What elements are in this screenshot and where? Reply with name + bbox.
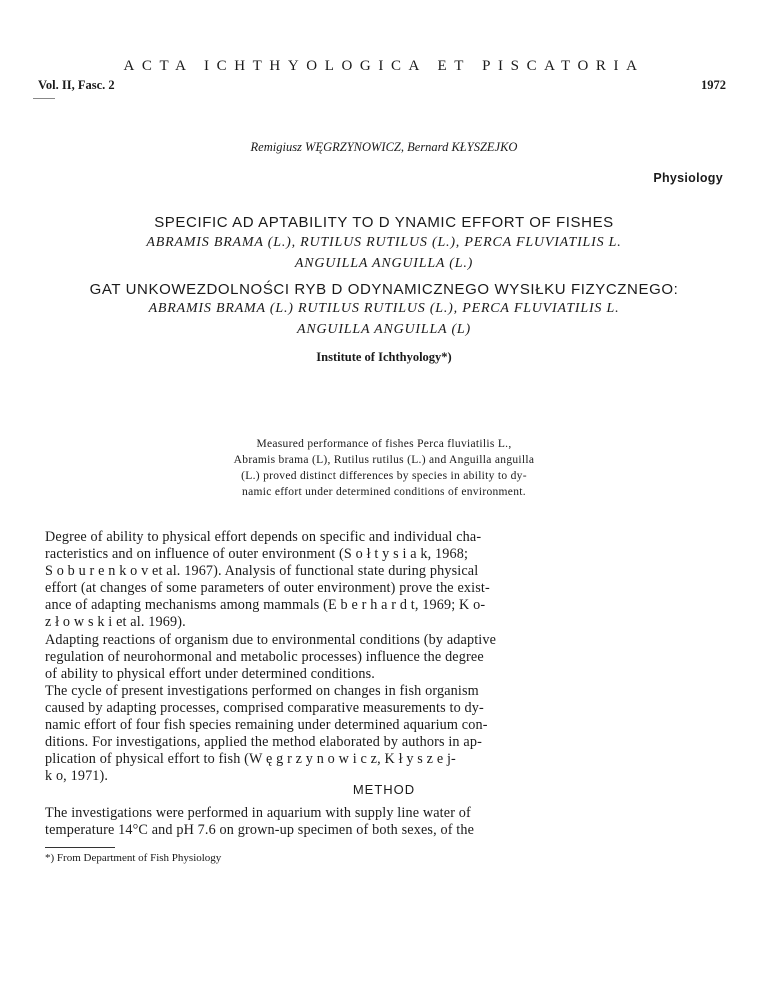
authors: Remigiusz WĘGRZYNOWICZ, Bernard KŁYSZEJKO: [250, 140, 518, 154]
footnote: *) From Department of Fish Physiology: [45, 852, 222, 864]
body-line: regulation of neurohormonal and metabolic processes) influence the degree: [45, 648, 484, 665]
body-line: racteristics and on influence of outer environment (S o ł t y s i a k, 1968;: [45, 546, 469, 563]
title-en-line-1: SPECIFIC AD APTABILITY TO D YNAMIC EFFORT OF FISHES: [154, 214, 614, 231]
journal-title: ACTA ICHTHYOLOGICA ET PISCATORIA: [123, 58, 645, 74]
method-paragraph: [45, 805, 725, 839]
title-pl-line-3: ANGUILLA ANGUILLA (L): [297, 322, 471, 337]
abstract-line: namic effort under determined conditions of environment.: [242, 486, 526, 498]
body-line: caused by adapting processes, comprised comparative measurements to dy-: [45, 699, 484, 716]
method-heading: METHOD: [352, 782, 416, 797]
abstract-line: Measured performance of fishes Perca fluviatilis L.,: [256, 438, 512, 450]
abstract-line: Abramis brama (L), Rutilus rutilus (L.) and Anguilla anguilla: [233, 454, 535, 466]
body-line: The cycle of present investigations performed on changes in fish organism: [45, 682, 479, 699]
body-line: Degree of ability to physical effort depends on specific and individual cha-: [45, 529, 482, 545]
body-line: temperature 14°C and pH 7.6 on grown-up specimen of both sexes, of the: [45, 822, 475, 839]
title-pl-line-2: ABRAMIS BRAMA (L.) RUTILUS RUTILUS (L.), PERCA FLUVIATILIS L.: [148, 301, 620, 316]
body-line: The investigations were performed in aquarium with supply line water of: [45, 805, 471, 821]
body-line: namic effort of four fish species remaining under determined aquarium con-: [45, 717, 488, 734]
footnote-rule: [45, 847, 115, 848]
body-line: ance of adapting mechanisms among mammals (E b e r h a r d t, 1969; K o-: [45, 597, 486, 614]
body-line: z ł o w s k i et al. 1969).: [45, 614, 186, 631]
abstract: [0, 436, 768, 500]
body-line: effort (at changes of some parameters of outer environment) prove the exist-: [45, 580, 490, 597]
body-line: k o, 1971).: [45, 768, 109, 785]
title-pl-line-1: GAT UNKOWEZDOLNOŚCI RYB D ODYNAMICZNEGO WYSIŁKU FIZYCZNEGO:: [89, 281, 679, 298]
institute: Institute of Ichthyology*): [316, 350, 452, 364]
body-line: of ability to physical effort under determined conditions.: [45, 665, 375, 682]
body-line: plication of physical effort to fish (W ę g r z y n o w i c z, K ł y s z e j-: [45, 751, 456, 768]
section-label: Physiology: [653, 171, 723, 185]
body-line: ditions. For investigations, applied the method elaborated by authors in ap-: [45, 734, 482, 751]
body-line: S o b u r e n k o v et al. 1967). Analysis of functional state during physical: [45, 563, 479, 580]
abstract-line: (L.) proved distinct differences by species in ability to dy-: [241, 470, 527, 482]
title-en-line-2: ABRAMIS BRAMA (L.), RUTILUS RUTILUS (L.), PERCA FLUVIATILIS L.: [146, 235, 622, 250]
volume-label: Vol. II, Fasc. 2: [38, 78, 115, 92]
header-rule: [33, 98, 55, 99]
body-line: Adapting reactions of organism due to environmental conditions (by adaptive: [45, 631, 497, 648]
title-en-line-3: ANGUILLA ANGUILLA (L.): [294, 256, 474, 271]
year-label: 1972: [701, 78, 726, 92]
intro-paragraph: [45, 529, 725, 785]
